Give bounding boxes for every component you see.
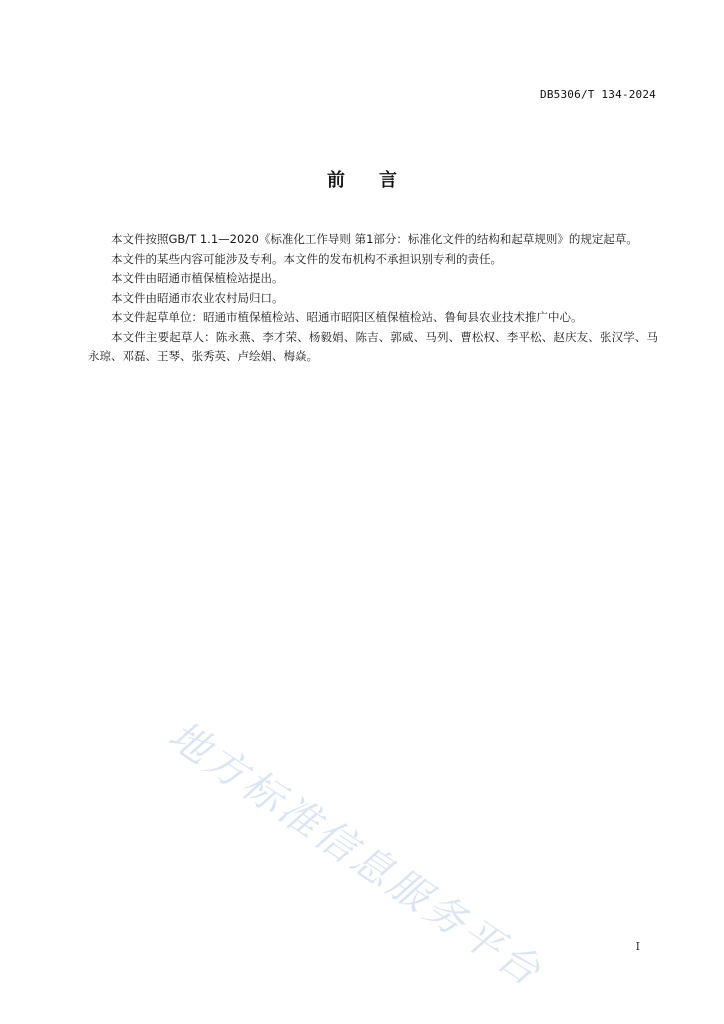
paragraph-under-jurisdiction: 本文件由昭通市农业农村局归口。 — [111, 290, 284, 305]
document-code: DB5306/T 134-2024 — [540, 88, 656, 101]
paragraph-drafting-rules: 本文件按照GB/T 1.1—2020《标准化工作导则 第1部分：标准化文件的结构和起草规则》的规定起草。 — [111, 232, 638, 246]
watermark: 地方标准信息服务平台 — [160, 712, 551, 997]
paragraph-main-drafters: 本文件主要起草人：陈永燕、李才荣、杨毅娟、陈吉、郭威、马列、曹松权、李平松、赵庆友、张汉学、马永琼、邓磊、王琴、张秀英、卢绘娟、梅焱。 — [88, 329, 658, 363]
paragraph-proposed-by: 本文件由昭通市植保植检站提出。 — [111, 271, 284, 285]
paragraph-drafting-units: 本文件起草单位：昭通市植保植检站、昭通市昭阳区植保植检站、鲁甸县农业技术推广中心。 — [111, 310, 583, 324]
foreword-body — [88, 230, 658, 367]
page-title: 前言 — [327, 170, 431, 191]
page-number: I — [635, 940, 640, 953]
paragraph-patent-notice: 本文件的某些内容可能涉及专利。本文件的发布机构不承担识别专利的责任。 — [111, 251, 502, 266]
